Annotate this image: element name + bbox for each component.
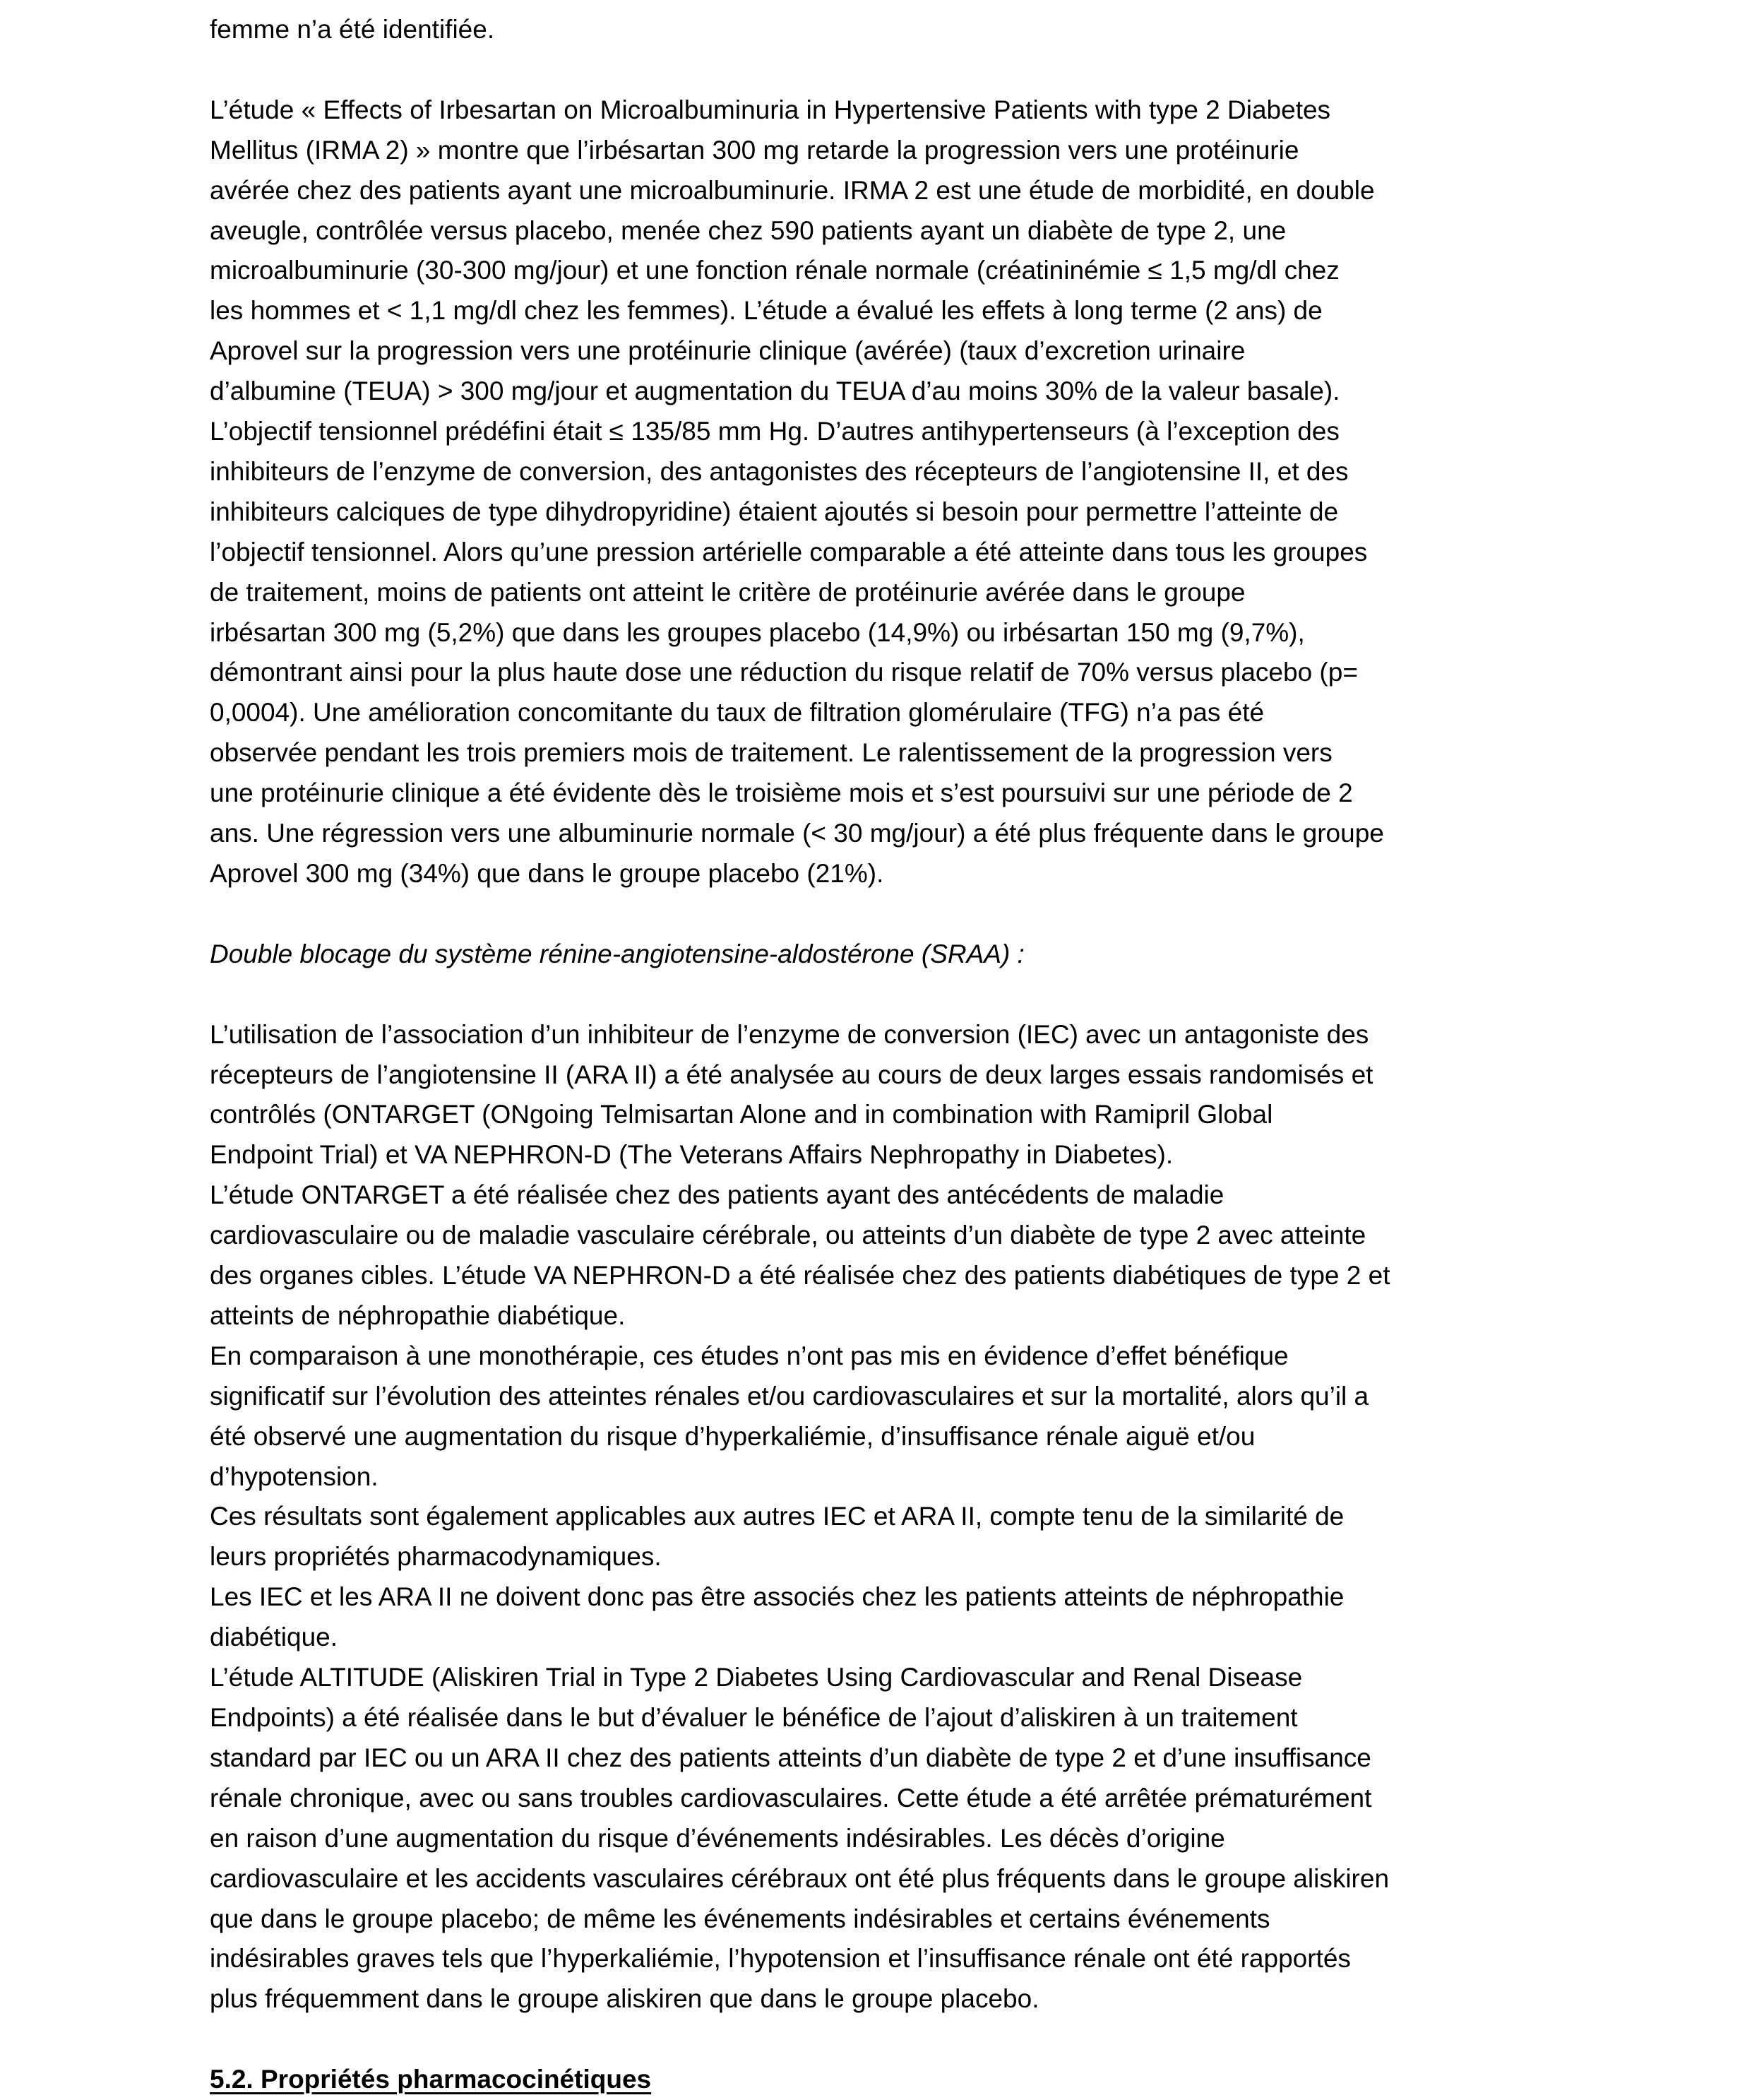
text-line: Mellitus (IRMA 2) » montre que l’irbésartan 300 mg retarde la progression vers une protéinurie [210, 135, 1299, 165]
text-line: d’hypotension. [210, 1461, 379, 1491]
text-line: Aprovel sur la progression vers une protéinurie clinique (avérée) (taux d’excretion urinaire [210, 336, 1246, 366]
text-line: Endpoints) a été réalisée dans le but d’évaluer le bénéfice de l’ajout d’aliskiren à un traitement [210, 1703, 1298, 1733]
text-line: standard par IEC ou un ARA II chez des patients atteints d’un diabète de type 2 et d’une insuffisance [210, 1743, 1371, 1772]
irma2-paragraph [210, 90, 1576, 894]
document-page [210, 10, 1576, 2100]
text-line: démontrant ainsi pour la plus haute dose une réduction du risque relatif de 70% versus placebo (p= [210, 658, 1358, 687]
text-line: irbésartan 300 mg (5,2%) que dans les groupes placebo (14,9%) ou irbésartan 150 mg (9,7%), [210, 617, 1305, 647]
text-line: avérée chez des patients ayant une microalbuminurie. IRMA 2 est une étude de morbidité, en double [210, 175, 1375, 205]
text-line: contrôlés (ONTARGET (ONgoing Telmisartan Alone and in combination with Ramipril Global [210, 1100, 1273, 1129]
text-line: femme n’a été identifiée. [210, 15, 495, 44]
text-line: L’étude « Effects of Irbesartan on Microalbuminuria in Hypertensive Patients with type 2 Diabetes [210, 95, 1331, 124]
text-line: rénale chronique, avec ou sans troubles cardiovasculaires. Cette étude a été arrêtée prématurément [210, 1783, 1372, 1813]
text-line: L’étude ALTITUDE (Aliskiren Trial in Type 2 Diabetes Using Cardiovascular and Renal Disease [210, 1663, 1303, 1692]
text-line: indésirables graves tels que l’hyperkaliémie, l’hypotension et l’insuffisance rénale ont été rapportés [210, 1944, 1351, 1974]
text-line: été observé une augmentation du risque d’hyperkaliémie, d’insuffisance rénale aiguë et/ou [210, 1421, 1256, 1451]
spacer [210, 975, 1576, 1015]
text-line: L’objectif tensionnel prédéfini était ≤ 135/85 mm Hg. D’autres antihypertenseurs (à l’exception des [210, 417, 1340, 446]
text-line: en raison d’une augmentation du risque d’événements indésirables. Les décès d’origine [210, 1823, 1225, 1853]
text-line: aveugle, contrôlée versus placebo, menée chez 590 patients ayant un diabète de type 2, une [210, 215, 1287, 245]
intro-tail [210, 10, 1576, 50]
text-line: L’utilisation de l’association d’un inhibiteur de l’enzyme de conversion (IEC) avec un antagoniste des [210, 1019, 1369, 1049]
spacer [210, 894, 1576, 935]
text-line: diabétique. [210, 1623, 338, 1652]
text-line: 0,0004). Une amélioration concomitante du taux de filtration glomérulaire (TFG) n’a pas été [210, 698, 1265, 728]
text-line: que dans le groupe placebo; de même les événements indésirables et certains événements [210, 1904, 1270, 1933]
text-line: microalbuminurie (30-300 mg/jour) et une fonction rénale normale (créatininémie ≤ 1,5 mg/dl chez [210, 256, 1340, 285]
text-line: cardiovasculaire ou de maladie vasculaire cérébrale, ou atteints d’un diabète de type 2 avec atteinte [210, 1221, 1366, 1250]
spacer [210, 2019, 1576, 2060]
text-line: Les IEC et les ARA II ne doivent donc pas être associés chez les patients atteints de néphropathie [210, 1582, 1345, 1612]
text-line: les hommes et < 1,1 mg/dl chez les femmes). L’étude a évalué les effets à long terme (2 ans) de [210, 296, 1323, 326]
text-line: une protéinurie clinique a été évidente dès le troisième mois et s’est poursuivi sur une période de 2 [210, 778, 1353, 808]
text-line: Aprovel 300 mg (34%) que dans le groupe placebo (21%). [210, 859, 884, 889]
spacer [210, 50, 1576, 90]
text-line: récepteurs de l’angiotensine II (ARA II) a été analysée au cours de deux larges essais randomisés et [210, 1060, 1373, 1089]
text-line: des organes cibles. L’étude VA NEPHRON-D a été réalisée chez des patients diabétiques de type 2 et [210, 1261, 1390, 1291]
section-heading: 5.2. Propriétés pharmacocinétiques [210, 2065, 652, 2094]
text-line: cardiovasculaire et les accidents vasculaires cérébraux ont été plus fréquents dans le groupe aliskiren [210, 1863, 1390, 1893]
text-line: ans. Une régression vers une albuminurie normale (< 30 mg/jour) a été plus fréquente dans le groupe [210, 819, 1384, 848]
text-line: L’étude ONTARGET a été réalisée chez des patients ayant des antécédents de maladie [210, 1180, 1224, 1210]
text-line: de traitement, moins de patients ont atteint le critère de protéinurie avérée dans le groupe [210, 577, 1246, 607]
text-line: atteints de néphropathie diabétique. [210, 1300, 626, 1330]
text-line: inhibiteurs calciques de type dihydropyridine) étaient ajoutés si besoin pour permettre l’atteinte de [210, 497, 1339, 526]
text-line: significatif sur l’évolution des atteintes rénales et/ou cardiovasculaires et sur la mortalité, alors qu’il a [210, 1381, 1369, 1411]
text-line: plus fréquemment dans le groupe aliskiren que dans le groupe placebo. [210, 1984, 1039, 2014]
text-line: inhibiteurs de l’enzyme de conversion, des antagonistes des récepteurs de l’angiotensine II, et des [210, 456, 1349, 486]
text-line: Ces résultats sont également applicables aux autres IEC et ARA II, compte tenu de la similarité de [210, 1502, 1345, 1531]
sraa-subheading: Double blocage du système rénine-angiotensine-aldostérone (SRAA) : [210, 939, 1025, 968]
text-line: l’objectif tensionnel. Alors qu’une pression artérielle comparable a été atteinte dans tous les groupes [210, 537, 1368, 566]
text-line: Endpoint Trial) et VA NEPHRON-D (The Veterans Affairs Nephropathy in Diabetes). [210, 1140, 1174, 1170]
text-line: En comparaison à une monothérapie, ces études n’ont pas mis en évidence d’effet bénéfique [210, 1341, 1289, 1370]
sraa-paragraph [210, 1015, 1576, 2020]
text-line: leurs propriétés pharmacodynamiques. [210, 1542, 662, 1572]
text-line: d’albumine (TEUA) > 300 mg/jour et augmentation du TEUA d’au moins 30% de la valeur basale). [210, 376, 1340, 406]
text-line: observée pendant les trois premiers mois de traitement. Le ralentissement de la progression vers [210, 738, 1333, 768]
